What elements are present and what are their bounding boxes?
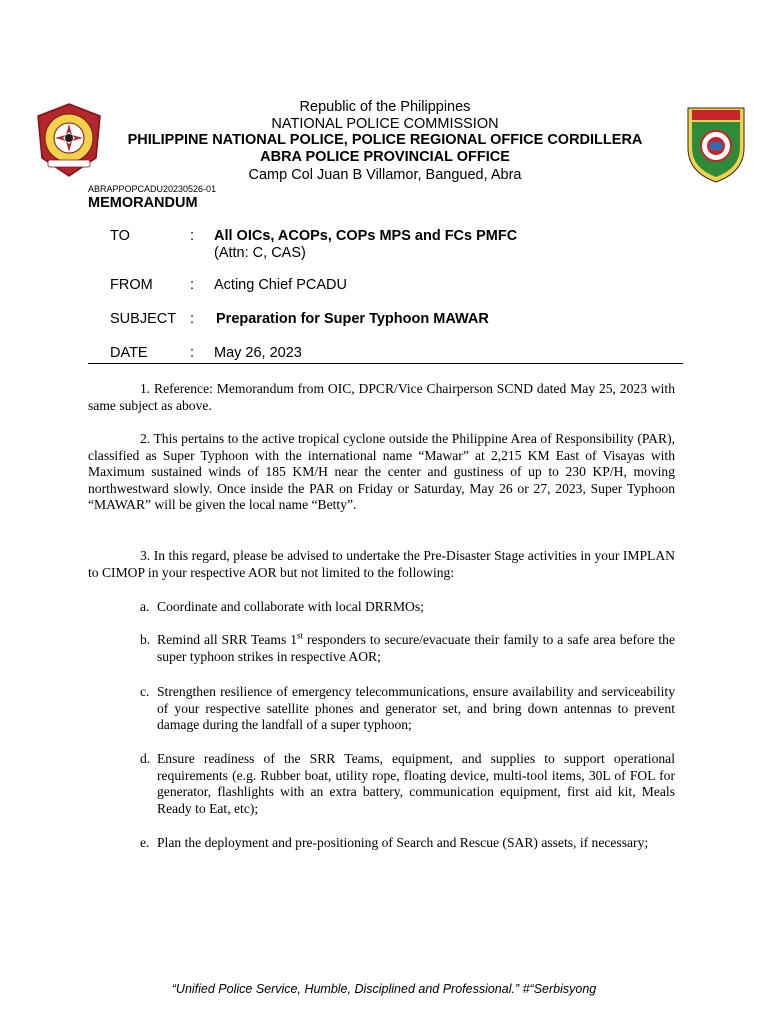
reference-code: ABRAPPOPCADU20230526-01 <box>88 184 217 194</box>
subject-colon: : <box>190 311 195 327</box>
header-address: Camp Col Juan B Villamor, Bangued, Abra <box>248 167 522 183</box>
to-colon: : <box>190 228 195 244</box>
subject-label: SUBJECT <box>110 311 177 327</box>
ordinal-suffix: st <box>297 630 304 641</box>
subject-value: Preparation for Super Typhoon MAWAR <box>216 311 489 327</box>
attn-value: (Attn: C, CAS) <box>214 245 306 261</box>
date-colon: : <box>190 345 195 361</box>
header-republic: Republic of the Philippines <box>299 99 471 115</box>
list-item-text: Ensure readiness of the SRR Teams, equipment, and supplies to support operational requirements (e.g. Rubber boat, utility rope, floating device, multi-tool items, 30L of FOL for generator, flashlights with an extra battery, communication equipment, first aid kit, Meals Ready to Eat, etc); <box>157 751 675 816</box>
date-label: DATE <box>110 345 148 361</box>
header-napolcom: NATIONAL POLICE COMMISSION <box>271 116 499 132</box>
list-item-text: Coordinate and collaborate with local DRRMOs; <box>157 599 424 614</box>
header-pnp-regional-office: PHILIPPINE NATIONAL POLICE, POLICE REGIONAL OFFICE CORDILLERA <box>127 132 643 148</box>
paragraph-instructions: 3. In this regard, please be advised to undertake the Pre-Disaster Stage activities in your IMPLAN to CIMOP in your respective AOR but not limited to the following: <box>88 548 675 580</box>
date-value: May 26, 2023 <box>214 345 302 361</box>
list-item-letter: d. <box>140 751 151 766</box>
pnp-seal-icon <box>34 102 104 178</box>
to-label: TO <box>110 228 130 244</box>
list-item-text: Strengthen resilience of emergency telecommunications, ensure availability and serviceability of your respective satellite phones and generator set, and bring down antennas to prevent damage during the landfall of a super typhoon; <box>157 684 675 733</box>
from-label: FROM <box>110 277 153 293</box>
list-item-text: Plan the deployment and pre-positioning of Search and Rescue (SAR) assets, if necessary; <box>157 835 649 850</box>
list-item <box>140 632 675 665</box>
paragraph-typhoon-info: 2. This pertains to the active tropical cyclone outside the Philippine Area of Responsibility (PAR), classified as Super Typhoon with the international name “Mawar” at 2,215 KM East of Visayas with Maximum sustained winds of 185 KM/H near the center and gustiness of up to 230 KP/H, moving northwestward slowly. Once inside the PAR on Friday or Saturday, May 26 or 27, 2023, Super Typhoon “MAWAR” will be given the local name “Betty”. <box>88 431 675 513</box>
list-item <box>140 751 675 817</box>
list-item <box>140 599 675 616</box>
list-item <box>140 684 675 734</box>
paragraph-reference: 1. Reference: Memorandum from OIC, DPCR/Vice Chairperson SCND dated May 25, 2023 with same subject as above. <box>88 381 675 413</box>
header-divider <box>88 363 683 364</box>
footer-motto: “Unified Police Service, Humble, Disciplined and Professional.” #“Serbisyong <box>171 982 597 996</box>
abra-provincial-seal-icon <box>684 104 748 184</box>
list-item-letter: c. <box>140 684 150 699</box>
from-value: Acting Chief PCADU <box>214 277 347 293</box>
header-provincial-office: ABRA POLICE PROVINCIAL OFFICE <box>260 149 510 165</box>
list-item <box>140 835 675 852</box>
list-item-letter: b. <box>140 632 151 647</box>
list-item-letter: a. <box>140 599 150 614</box>
memo-title: MEMORANDUM <box>88 195 198 211</box>
list-item-letter: e. <box>140 835 150 850</box>
to-value: All OICs, ACOPs, COPs MPS and FCs PMFC <box>214 228 518 244</box>
from-colon: : <box>190 277 195 293</box>
list-item-text: Remind all SRR Teams 1st responders to secure/evacuate their family to a safe area before the super typhoon strikes in respective AOR; <box>157 630 675 664</box>
